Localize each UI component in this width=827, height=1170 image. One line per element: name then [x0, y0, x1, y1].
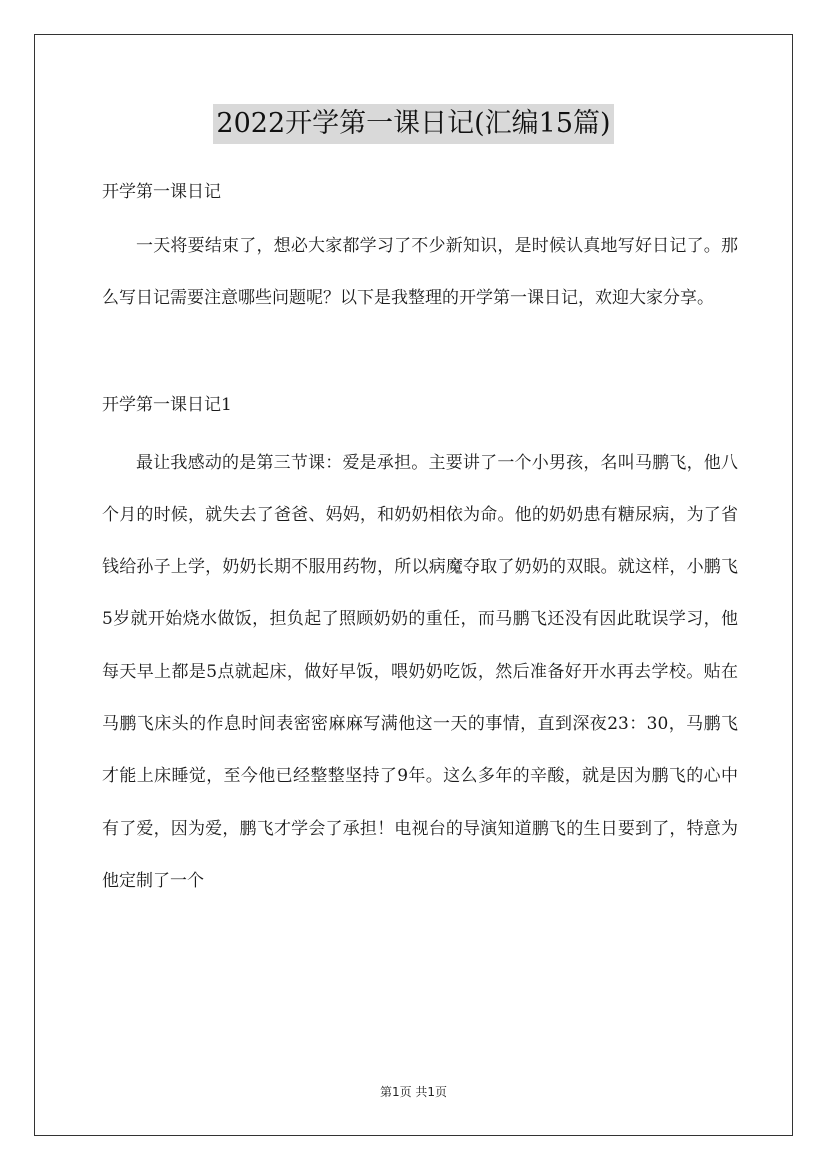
intro-paragraph: 一天将要结束了，想必大家都学习了不少新知识，是时候认真地写好日记了。那么写日记需要注意哪些问题呢？以下是我整理的开学第一课日记，欢迎大家分享。 — [102, 236, 738, 309]
document-body — [102, 172, 738, 907]
spacer — [102, 425, 738, 437]
section-gap — [102, 325, 738, 385]
document-title: 2022开学第一课日记(汇编15篇) — [213, 104, 613, 144]
title-container — [0, 104, 827, 144]
intro-heading: 开学第一课日记 — [102, 182, 221, 202]
spacer — [102, 212, 738, 220]
entry-paragraph: 最让我感动的是第三节课：爱是承担。主要讲了一个小男孩，名叫马鹏飞，他八个月的时候，就失去了爸爸、妈妈，和奶奶相依为命。他的奶奶患有糖尿病，为了省钱给孙子上学，奶奶长期不服用药物，所以病魔夺取了奶奶的双眼。就这样，小鹏飞5岁就开始烧水做饭，担负起了照顾奶奶的重任，而马鹏飞还没有因此耽误学习，他每天早上都是5点就起床，做好早饭，喂奶奶吃饭，然后准备好开水再去学校。贴在马鹏飞床头的作息时间表密密麻麻写满他这一天的事情，直到深夜23：30，马鹏飞才能上床睡觉，至今他已经整整坚持了9年。这么多年的辛酸，就是因为鹏飞的心中有了爱，因为爱，鹏飞才学会了承担！电视台的导演知道鹏飞的生日要到了，特意为他定制了一个 — [102, 452, 738, 891]
entry-heading: 开学第一课日记1 — [102, 394, 232, 415]
page-footer: 第1页 共1页 — [379, 1085, 448, 1099]
